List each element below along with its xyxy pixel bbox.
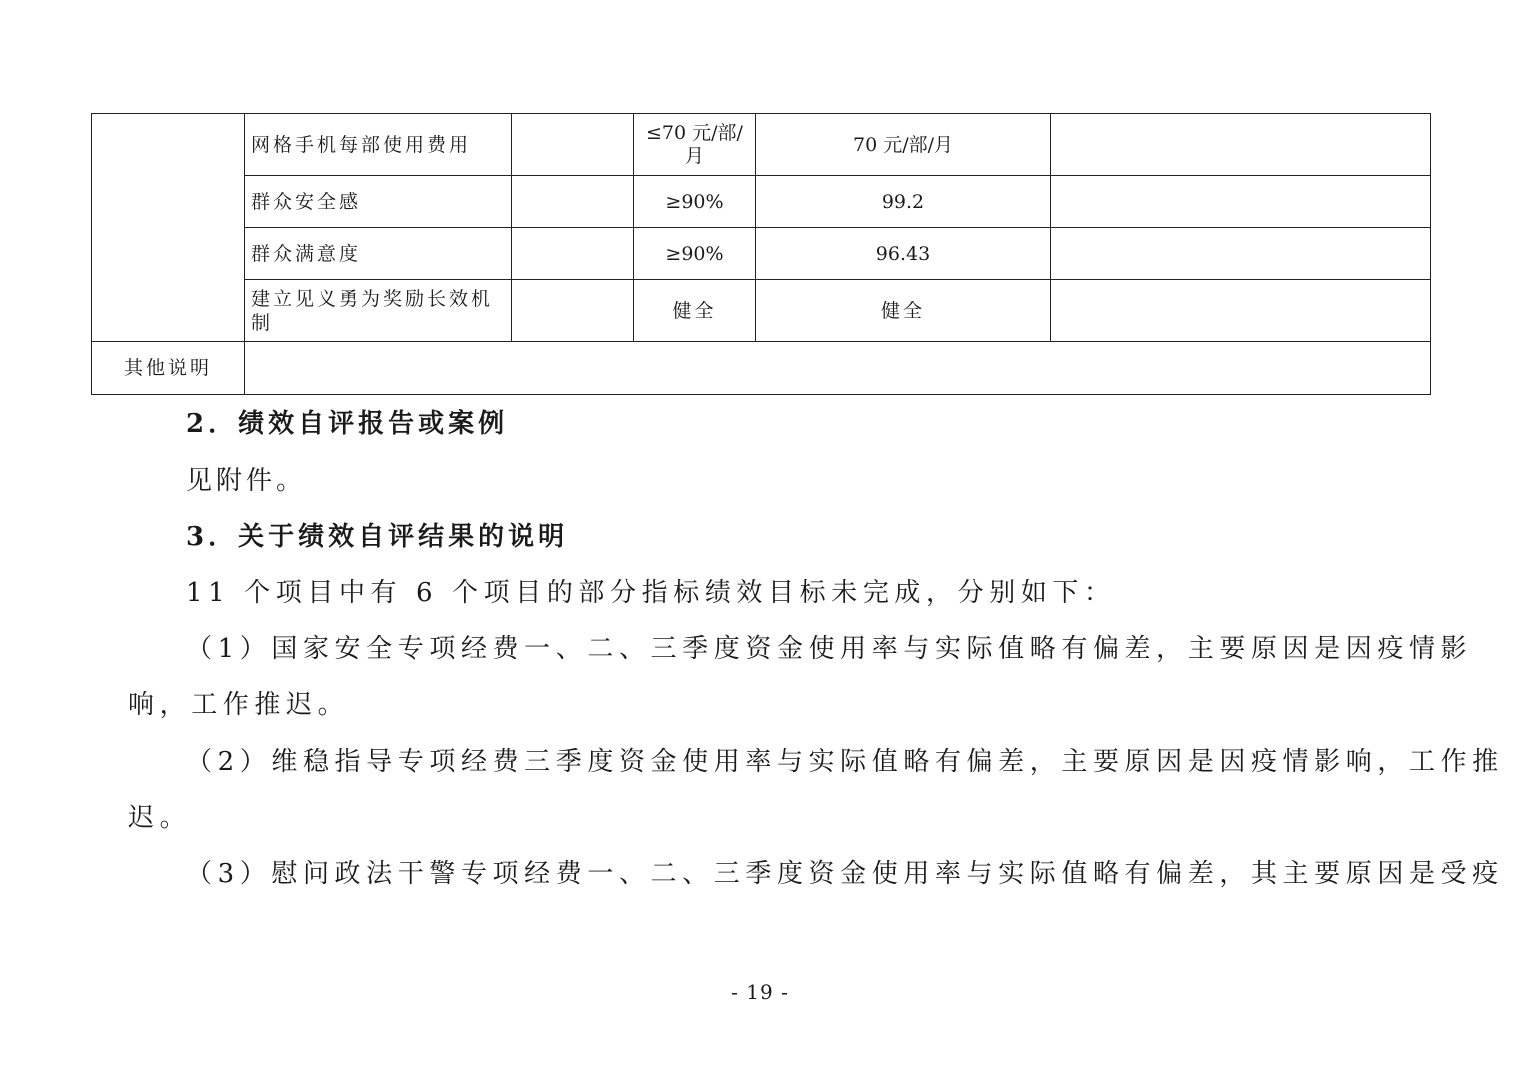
target-cell: ≥90% [634, 176, 756, 228]
table-row [92, 176, 1431, 228]
section-2-heading: 2．绩效自评报告或案例 [186, 409, 509, 439]
actual-cell: 健全 [756, 280, 1051, 342]
item-1-line-2: 响，工作推迟。 [128, 690, 350, 720]
section-3-intro: 11 个项目中有 6 个项目的部分指标绩效目标未完成，分别如下： [186, 578, 1116, 608]
remark-cell [1051, 280, 1431, 342]
category-cell [92, 114, 245, 342]
indicator-cell: 群众满意度 [245, 228, 512, 280]
table-row [92, 228, 1431, 280]
table-row [92, 280, 1431, 342]
indicator-cell: 网格手机每部使用费用 [245, 114, 512, 176]
remark-cell [1051, 228, 1431, 280]
item-2-line-2: 迟。 [128, 803, 192, 833]
item-3-line-1: （3）慰问政法干警专项经费一、二、三季度资金使用率与实际值略有偏差，其主要原因是受疫 [186, 859, 1504, 889]
target-cell: ≤70 元/部/月 [634, 114, 756, 176]
section-2-text: 见附件。 [186, 466, 307, 496]
empty-cell [512, 114, 634, 176]
actual-cell: 99.2 [756, 176, 1051, 228]
other-notes-value [245, 342, 1431, 395]
item-1-line-1: （1）国家安全专项经费一、二、三季度资金使用率与实际值略有偏差，主要原因是因疫情影 [186, 634, 1473, 664]
target-cell: 健全 [634, 280, 756, 342]
other-notes-label: 其他说明 [92, 342, 245, 395]
indicator-cell: 建立见义勇为奖励长效机制 [245, 280, 512, 342]
remark-cell [1051, 176, 1431, 228]
indicator-cell: 群众安全感 [245, 176, 512, 228]
empty-cell [512, 228, 634, 280]
remark-cell [1051, 114, 1431, 176]
table-row [92, 114, 1431, 176]
actual-cell: 96.43 [756, 228, 1051, 280]
empty-cell [512, 280, 634, 342]
section-3-heading: 3．关于绩效自评结果的说明 [186, 522, 569, 552]
performance-table [91, 113, 1431, 395]
table-row [92, 342, 1431, 395]
empty-cell [512, 176, 634, 228]
actual-cell: 70 元/部/月 [756, 114, 1051, 176]
target-cell: ≥90% [634, 228, 756, 280]
page-number: - 19 - [731, 980, 789, 1004]
item-2-line-1: （2）维稳指导专项经费三季度资金使用率与实际值略有偏差，主要原因是因疫情影响，工作推 [186, 747, 1504, 777]
